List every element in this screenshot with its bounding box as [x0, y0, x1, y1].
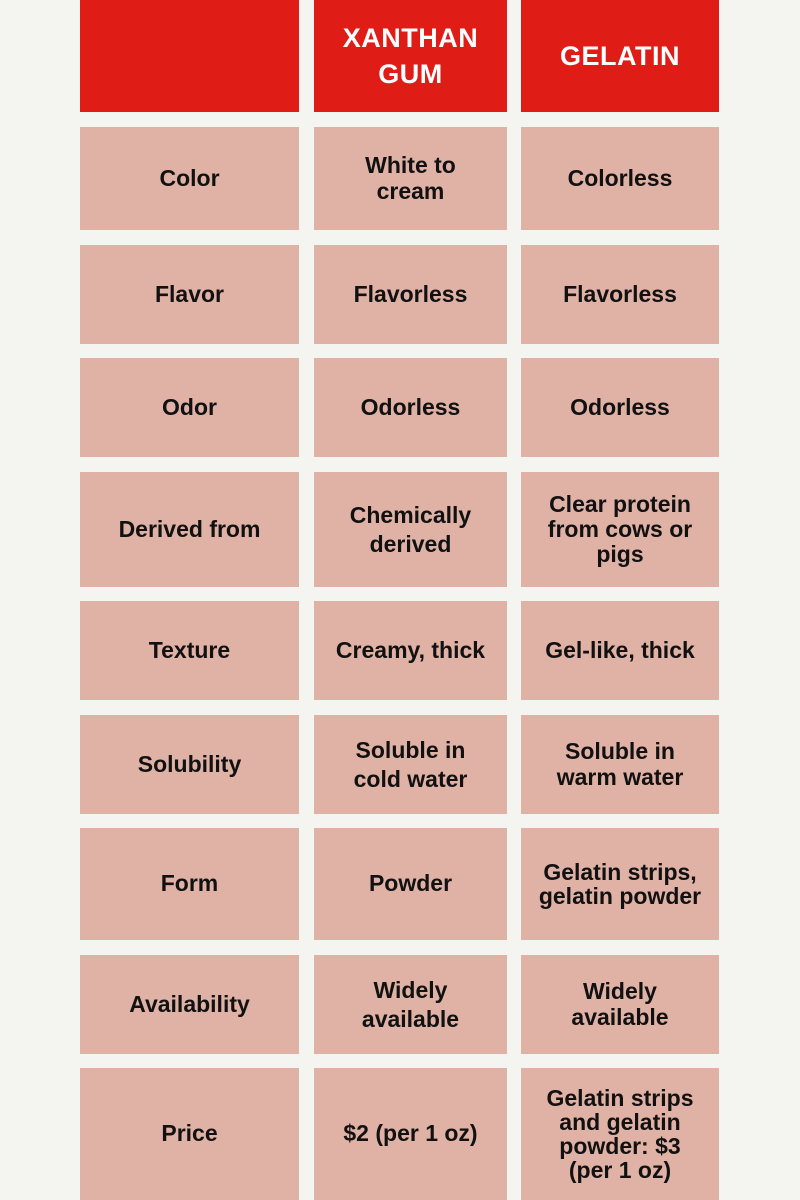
- xanthan-color-cell: [314, 127, 507, 230]
- cell-text: Chemically derived: [349, 501, 472, 557]
- row-label-text: Texture: [148, 636, 231, 663]
- row-label-text: Odor: [162, 393, 217, 420]
- gelatin-flavor-cell: [521, 245, 719, 344]
- cell-text: Gel-like, thick: [545, 636, 695, 663]
- cell-text: Odorless: [570, 393, 670, 420]
- row-label-texture: [80, 601, 299, 700]
- gelatin-texture-cell: [521, 601, 719, 700]
- row-label-form: [80, 828, 299, 940]
- gelatin-derived-from-cell: [521, 472, 719, 587]
- cell-text: Soluble in cold water: [353, 736, 468, 792]
- row-label-text: Flavor: [154, 280, 225, 307]
- row-label-color: [80, 127, 299, 230]
- gelatin-odor-cell: [521, 358, 719, 457]
- xanthan-price-cell: [314, 1068, 507, 1200]
- cell-text: Colorless: [567, 164, 673, 191]
- row-label-solubility: [80, 715, 299, 814]
- row-label-availability: [80, 955, 299, 1054]
- row-label-text: Color: [159, 164, 220, 191]
- row-label-text: Price: [161, 1120, 218, 1147]
- row-label-price: [80, 1068, 299, 1200]
- cell-text: Soluble in warm water: [556, 738, 684, 790]
- row-label-flavor: [80, 245, 299, 344]
- xanthan-odor-cell: [314, 358, 507, 457]
- cell-text: Powder: [368, 870, 453, 897]
- cell-text: Widely available: [361, 976, 460, 1032]
- xanthan-availability-cell: [314, 955, 507, 1054]
- header-corner-cell: [80, 0, 299, 112]
- xanthan-solubility-cell: [314, 715, 507, 814]
- cell-text: Creamy, thick: [335, 636, 486, 663]
- row-label-text: Solubility: [137, 750, 242, 777]
- xanthan-form-cell: [314, 828, 507, 940]
- gelatin-solubility-cell: [521, 715, 719, 814]
- header-xanthan-gum-text: XANTHAN GUM: [342, 22, 479, 89]
- xanthan-flavor-cell: [314, 245, 507, 344]
- cell-text: Flavorless: [353, 280, 468, 307]
- cell-text: Flavorless: [563, 280, 677, 307]
- xanthan-derived-from-cell: [314, 472, 507, 587]
- cell-text: Odorless: [360, 393, 461, 420]
- header-xanthan-gum-cell: [314, 0, 507, 112]
- row-label-text: Derived from: [118, 515, 261, 542]
- row-label-text: Availability: [129, 990, 250, 1017]
- cell-text: Widely available: [571, 978, 669, 1030]
- header-gelatin-text: GELATIN: [560, 40, 680, 71]
- row-label-derived-from: [80, 472, 299, 587]
- row-label-odor: [80, 358, 299, 457]
- gelatin-color-cell: [521, 127, 719, 230]
- gelatin-form-cell: [521, 828, 719, 940]
- gelatin-price-cell: [521, 1068, 719, 1200]
- cell-text: Gelatin strips, gelatin powder: [538, 858, 702, 909]
- cell-text: White to cream: [365, 152, 456, 204]
- header-gelatin-cell: [521, 0, 719, 112]
- cell-text: Clear protein from cows or pigs: [547, 490, 693, 568]
- cell-text: $2 (per 1 oz): [343, 1120, 478, 1147]
- row-label-text: Form: [160, 870, 219, 897]
- cell-text: Gelatin strips and gelatin powder: $3 (per 1 oz): [546, 1084, 694, 1184]
- gelatin-availability-cell: [521, 955, 719, 1054]
- xanthan-texture-cell: [314, 601, 507, 700]
